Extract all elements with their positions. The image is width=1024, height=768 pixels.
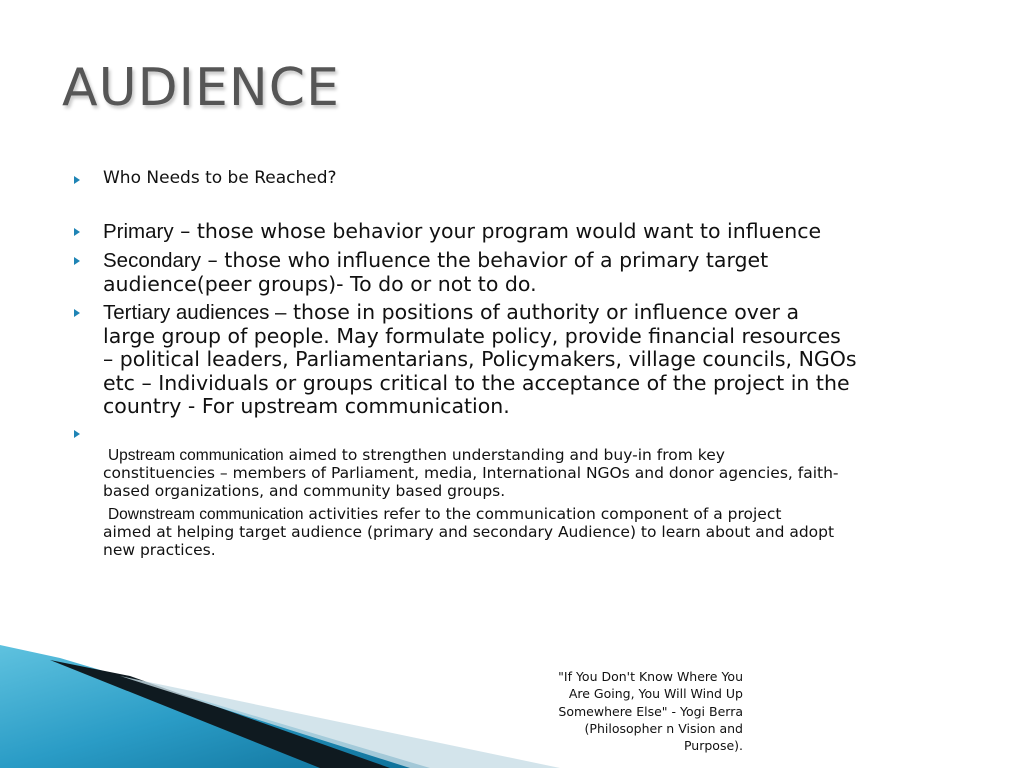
bullet-arrow-icon <box>74 430 80 438</box>
tertiary-line-2: large group of people. May formulate policy, provide financial resources <box>103 324 841 348</box>
quote-line-5: Purpose). <box>683 738 743 754</box>
tertiary-label: Tertiary audiences – <box>103 301 287 324</box>
question-text: Who Needs to be Reached? <box>103 168 337 188</box>
bullet-arrow-icon <box>74 228 80 236</box>
primary-item <box>103 220 821 244</box>
quote-line-4: (Philosopher n Vision and <box>584 720 743 736</box>
upstream-line-1: Upstream communication aimed to strengthen understanding and buy-in from key <box>107 446 725 464</box>
downstream-line-3: new practices. <box>103 541 216 559</box>
tertiary-line-3: – political leaders, Parliamentarians, Policymakers, village councils, NGOs <box>103 347 857 371</box>
quote-line-3: Somewhere Else" - Yogi Berra <box>558 703 743 719</box>
tertiary-line-5: country - For upstream communication. <box>103 394 510 418</box>
primary-label: Primary <box>103 220 174 243</box>
downstream-line-2: aimed at helping target audience (primary and secondary Audience) to learn about and adopt <box>103 523 835 541</box>
primary-text: – those whose behavior your program would want to influence <box>173 219 822 243</box>
tertiary-line-1: Tertiary audiences – those in positions of authority or influence over a <box>103 300 800 324</box>
secondary-label: Secondary <box>103 249 202 272</box>
quote-block <box>558 668 743 754</box>
secondary-line-2: audience(peer groups)- To do or not to do. <box>103 272 537 296</box>
bullet-arrow-icon <box>74 176 80 184</box>
slide-title: AUDIENCE <box>62 58 340 118</box>
quote-line-1: "If You Don't Know Where You <box>558 669 743 684</box>
bullet-arrow-icon <box>74 309 80 317</box>
upstream-label: Upstream communication <box>107 447 284 464</box>
downstream-line-1: Downstream communication activities refer to the communication component of a project <box>107 505 782 523</box>
quote-line-2: Are Going, You Will Wind Up <box>568 686 743 702</box>
downstream-label: Downstream communication <box>107 506 304 523</box>
upstream-line-2: constituencies – members of Parliament, media, International NGOs and donor agencies, faith- <box>103 464 839 482</box>
secondary-line-1: Secondary – those who influence the behavior of a primary target <box>103 248 769 272</box>
upstream-line-3: based organizations, and community based groups. <box>103 482 506 500</box>
tertiary-line-4: etc – Individuals or groups critical to the acceptance of the project in the <box>103 371 850 395</box>
bullet-arrow-icon <box>74 257 80 265</box>
